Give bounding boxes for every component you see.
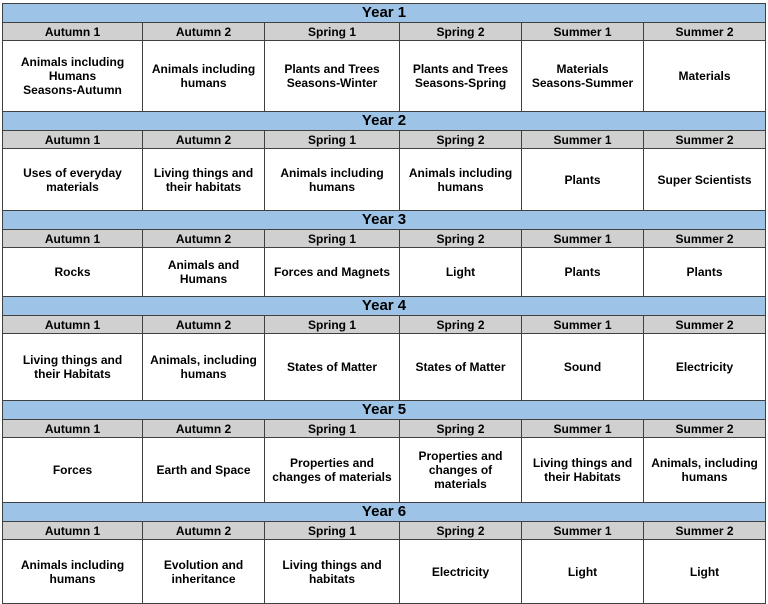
curriculum-table-body (3, 4, 766, 604)
term-header-cell: Autumn 1 (3, 23, 143, 41)
topic-cell (400, 248, 522, 297)
year-heading: Year 4 (3, 297, 766, 316)
term-header-cell: Spring 2 (400, 522, 522, 540)
topic-text: Rocks (54, 265, 91, 279)
topic-text: Super Scientists (657, 172, 752, 187)
topic-cell (143, 540, 265, 604)
topic-cell (400, 149, 522, 211)
topic-cell (522, 248, 644, 297)
topic-row (3, 248, 766, 297)
term-header-cell: Summer 1 (522, 23, 644, 41)
topic-cell (644, 438, 766, 503)
topic-text: Living things and their Habitats (532, 456, 633, 484)
topic-cell (143, 41, 265, 112)
term-header-row (3, 23, 766, 41)
topic-row (3, 334, 766, 401)
year-heading: Year 1 (3, 4, 766, 23)
term-header-cell: Summer 1 (522, 316, 644, 334)
term-header-row (3, 230, 766, 248)
topic-cell (265, 41, 400, 112)
topic-cell (143, 248, 265, 297)
term-header-cell: Spring 2 (400, 316, 522, 334)
topic-text: Uses of everyday materials (23, 165, 122, 194)
term-header-cell: Summer 2 (644, 316, 766, 334)
term-header-cell: Autumn 2 (143, 131, 265, 149)
topic-text: Properties and changes of materials (272, 456, 392, 484)
topic-text: Light (689, 564, 720, 579)
term-header-cell: Spring 2 (400, 131, 522, 149)
topic-cell (400, 41, 522, 112)
topic-text: Forces (52, 463, 93, 477)
topic-text: Light (567, 564, 598, 579)
term-header-cell: Spring 1 (265, 420, 400, 438)
topic-text: Plants (686, 265, 723, 279)
topic-cell (644, 540, 766, 604)
term-header-cell: Autumn 1 (3, 131, 143, 149)
topic-row (3, 438, 766, 503)
topic-cell (644, 41, 766, 112)
topic-row (3, 41, 766, 112)
topic-cell (265, 248, 400, 297)
year-heading: Year 5 (3, 401, 766, 420)
topic-cell (3, 248, 143, 297)
topic-text: States of Matter (415, 360, 506, 374)
topic-text: Plants and Trees Seasons-Spring (412, 62, 509, 90)
topic-text: Materials Seasons-Summer (531, 62, 634, 90)
topic-cell (400, 540, 522, 604)
topic-cell (265, 540, 400, 604)
topic-text: Earth and Space (156, 463, 251, 477)
topic-cell (143, 334, 265, 401)
year-heading: Year 2 (3, 112, 766, 131)
topic-text: Animals, including humans (651, 456, 758, 484)
topic-cell (3, 41, 143, 112)
term-header-cell: Summer 1 (522, 131, 644, 149)
year-header-row (3, 503, 766, 522)
topic-text: Electricity (675, 360, 734, 374)
term-header-cell: Spring 1 (265, 230, 400, 248)
topic-cell (265, 149, 400, 211)
term-header-cell: Summer 2 (644, 131, 766, 149)
topic-text: Plants and Trees Seasons-Winter (284, 62, 380, 90)
topic-text: Properties and changes of materials (418, 449, 503, 491)
topic-text: Animals including humans (408, 165, 513, 194)
topic-text: Living things and their habitats (153, 165, 254, 194)
topic-cell (522, 149, 644, 211)
term-header-cell: Autumn 1 (3, 522, 143, 540)
topic-cell (143, 438, 265, 503)
topic-cell (400, 438, 522, 503)
topic-cell (3, 540, 143, 604)
topic-cell (522, 438, 644, 503)
term-header-cell: Autumn 1 (3, 230, 143, 248)
topic-text: Living things and habitats (282, 557, 382, 586)
term-header-cell: Spring 1 (265, 23, 400, 41)
topic-cell (644, 248, 766, 297)
topic-cell (644, 334, 766, 401)
topic-cell (3, 334, 143, 401)
topic-text: Sound (563, 360, 602, 374)
term-header-cell: Spring 1 (265, 131, 400, 149)
term-header-row (3, 522, 766, 540)
topic-text: Animals, including humans (150, 353, 257, 381)
term-header-cell: Autumn 2 (143, 316, 265, 334)
term-header-cell: Autumn 1 (3, 420, 143, 438)
topic-text: Plants (564, 265, 601, 279)
term-header-cell: Spring 1 (265, 316, 400, 334)
topic-cell (522, 540, 644, 604)
topic-text: Animals including humans (20, 557, 125, 586)
term-header-cell: Spring 1 (265, 522, 400, 540)
topic-text: Electricity (431, 564, 490, 579)
topic-text: States of Matter (286, 360, 378, 374)
term-header-cell: Autumn 2 (143, 230, 265, 248)
term-header-cell: Autumn 2 (143, 420, 265, 438)
term-header-cell: Spring 2 (400, 420, 522, 438)
topic-text: Forces and Magnets (273, 265, 391, 279)
topic-row (3, 149, 766, 211)
topic-text: Animals including humans (151, 62, 256, 90)
topic-text: Evolution and inheritance (163, 557, 244, 586)
year-heading: Year 3 (3, 211, 766, 230)
topic-cell (522, 41, 644, 112)
term-header-cell: Spring 2 (400, 23, 522, 41)
term-header-cell: Summer 1 (522, 230, 644, 248)
year-header-row (3, 112, 766, 131)
term-header-cell: Summer 2 (644, 420, 766, 438)
year-heading: Year 6 (3, 503, 766, 522)
science-curriculum-table (2, 3, 766, 604)
term-header-row (3, 131, 766, 149)
year-header-row (3, 401, 766, 420)
topic-cell (522, 334, 644, 401)
topic-cell (265, 438, 400, 503)
year-header-row (3, 297, 766, 316)
year-header-row (3, 4, 766, 23)
topic-text: Animals including humans (280, 165, 384, 194)
topic-cell (3, 438, 143, 503)
term-header-row (3, 420, 766, 438)
topic-cell (3, 149, 143, 211)
term-header-row (3, 316, 766, 334)
topic-text: Animals including Humans Seasons-Autumn (20, 55, 125, 97)
topic-cell (400, 334, 522, 401)
topic-text: Living things and their Habitats (22, 353, 123, 381)
topic-cell (143, 149, 265, 211)
year-header-row (3, 211, 766, 230)
term-header-cell: Autumn 2 (143, 522, 265, 540)
term-header-cell: Summer 2 (644, 230, 766, 248)
term-header-cell: Summer 2 (644, 522, 766, 540)
topic-cell (265, 334, 400, 401)
term-header-cell: Autumn 1 (3, 316, 143, 334)
topic-cell (644, 149, 766, 211)
topic-text: Plants (564, 172, 601, 187)
term-header-cell: Summer 1 (522, 420, 644, 438)
topic-text: Animals and Humans (167, 258, 240, 286)
term-header-cell: Summer 2 (644, 23, 766, 41)
topic-row (3, 540, 766, 604)
term-header-cell: Autumn 2 (143, 23, 265, 41)
term-header-cell: Summer 1 (522, 522, 644, 540)
topic-text: Materials (678, 69, 731, 83)
term-header-cell: Spring 2 (400, 230, 522, 248)
topic-text: Light (445, 265, 476, 279)
